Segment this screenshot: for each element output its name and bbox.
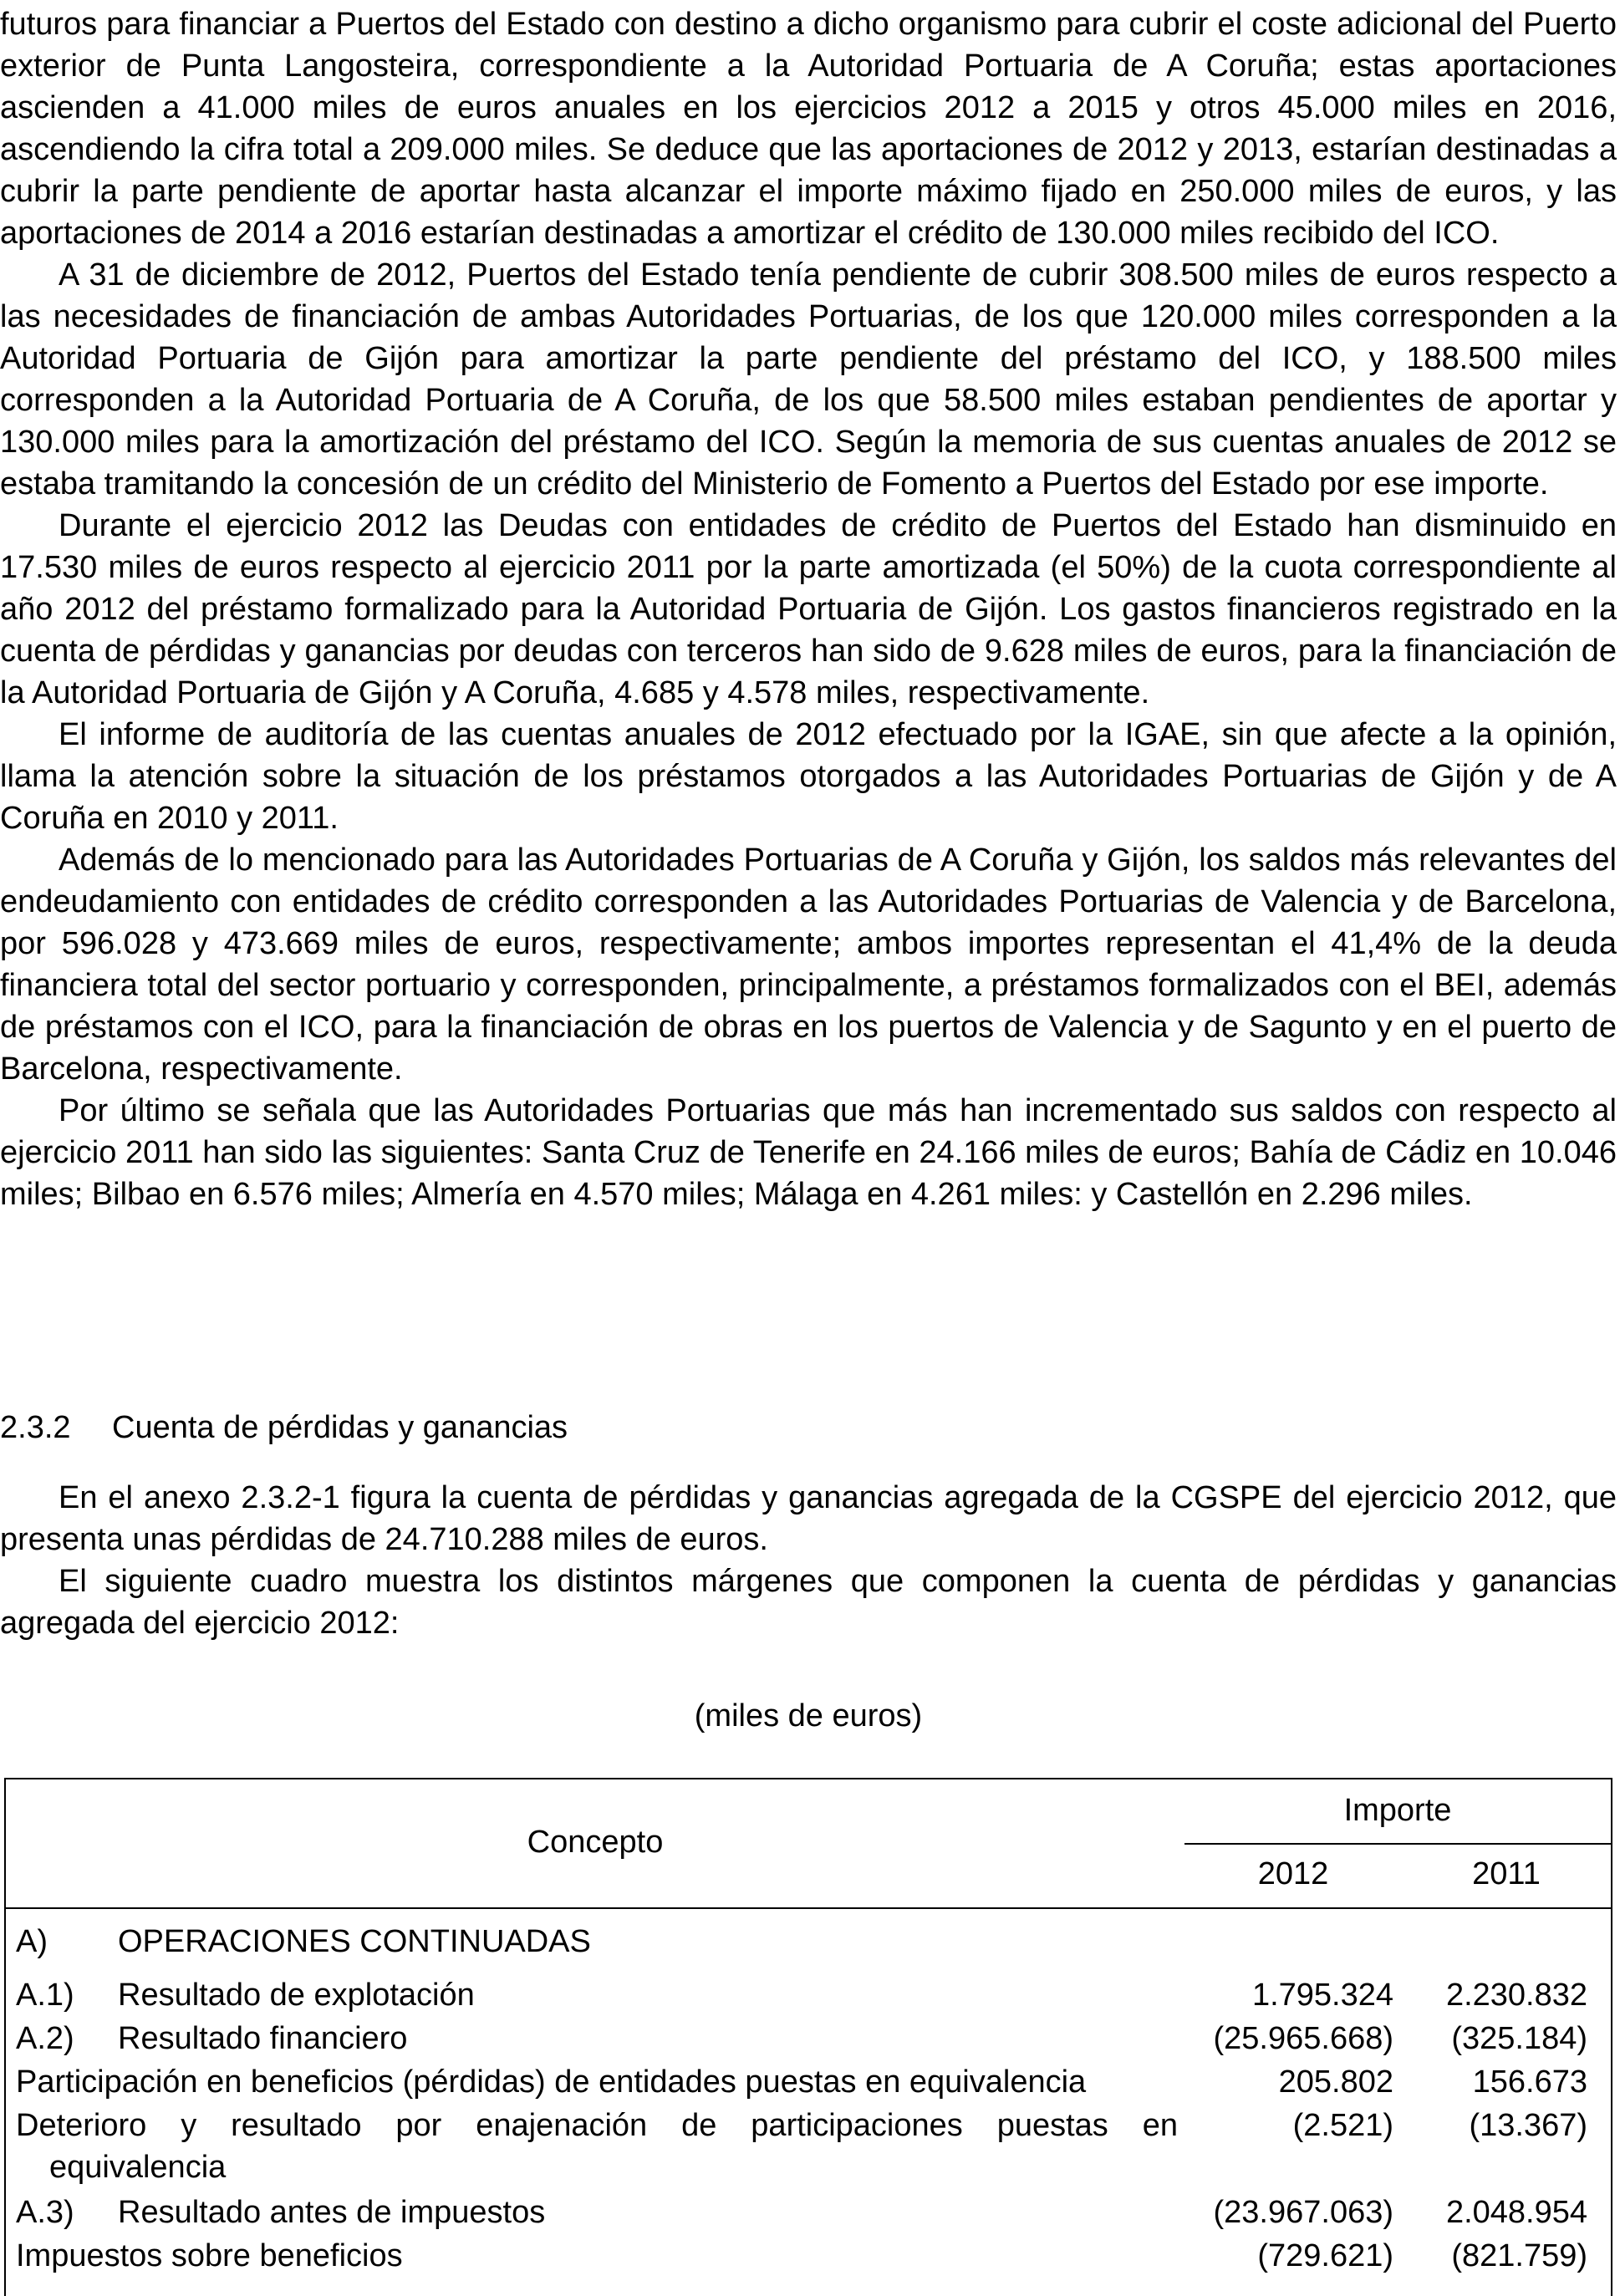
section-heading xyxy=(0,1407,568,1448)
row-label-continuation: equivalencia xyxy=(49,2150,227,2185)
section-number: 2.3.2 xyxy=(0,1410,71,1445)
value-2011: 2.230.832 xyxy=(1445,1978,1587,2013)
value-2012: (729.621) xyxy=(1257,2238,1393,2273)
paragraph: El siguiente cuadro muestra los distintos márgenes que componen la cuenta de pérdidas y ganancias agregada del ejercicio 2012: xyxy=(0,1564,1617,1641)
value-2011: (13.367) xyxy=(1469,2108,1587,2143)
value-2012: (23.967.063) xyxy=(1213,2195,1393,2230)
paragraph: El informe de auditoría de las cuentas anuales de 2012 efectuado por la IGAE, sin que afecte a la opinión, llama la atención sobre la situación de los préstamos otorgados a las Autoridades Portuarias de Gijón y de A Coruña en 2010 y 2011. xyxy=(0,717,1617,836)
header-year-2011: 2011 xyxy=(1472,1856,1541,1891)
paragraph: futuros para financiar a Puertos del Estado con destino a dicho organismo para cubrir el coste adicional del Puerto exterior de Punta Langosteira, correspondiente a la Autoridad Portuaria de A Coruña; estas aportaciones ascienden a 41.000 miles de euros anuales en los ejercicios 2012 a 2015 y otros 45.000 miles en 2016, ascendiendo la cifra total a 209.000 miles. Se deduce que las aportaciones de 2012 y 2013, estarían destinadas a cubrir la parte pendiente de aportar hasta alcanzar el importe máximo fijado en 250.000 miles de euros, y las aportaciones de 2014 a 2016 estarían destinadas a amortizar el crédito de 130.000 miles recibido del ICO. xyxy=(0,7,1617,251)
row-label: OPERACIONES CONTINUADAS xyxy=(118,1924,591,1959)
header-concept: Concepto xyxy=(527,1825,664,1860)
value-2011: (821.759) xyxy=(1451,2238,1587,2273)
paragraph: En el anexo 2.3.2-1 figura la cuenta de pérdidas y ganancias agregada de la CGSPE del ejercicio 2012, que presenta unas pérdidas de 24.710.288 miles de euros. xyxy=(0,1480,1617,1557)
value-2011: 2.048.954 xyxy=(1445,2195,1587,2230)
section-title: Cuenta de pérdidas y ganancias xyxy=(112,1410,568,1445)
header-amount: Importe xyxy=(1343,1793,1452,1828)
value-2012: (2.521) xyxy=(1292,2108,1393,2143)
paragraph: Por último se señala que las Autoridades Portuarias que más han incrementado sus saldos con respecto al ejercicio 2011 han sido las siguientes: Santa Cruz de Tenerife en 24.166 miles de euros; Bahía de Cádiz en 10.046 miles; Bilbao en 6.576 miles; Almería en 4.570 miles; Málaga en 4.261 miles: y Castellón en 2.296 miles. xyxy=(0,1093,1617,1212)
row-label: Participación en beneficios (pérdidas) de entidades puestas en equivalencia xyxy=(16,2064,1087,2100)
body-text xyxy=(0,3,1617,1215)
row-code: A.1) xyxy=(16,1978,74,2013)
row-label: Impuestos sobre beneficios xyxy=(16,2238,403,2273)
row-label: Resultado antes de impuestos xyxy=(118,2195,546,2230)
table-units-caption: (miles de euros) xyxy=(694,1698,923,1733)
header-divider xyxy=(1184,1843,1611,1845)
value-2011: 156.673 xyxy=(1472,2064,1587,2100)
paragraph: Además de lo mencionado para las Autoridades Portuarias de A Coruña y Gijón, los saldos más relevantes del endeudamiento con entidades de crédito corresponden a las Autoridades Portuarias de Valencia y de Barcelona, por 596.028 y 473.669 miles de euros, respectivamente; ambos importes representan el 41,4% de la deuda financiera total del sector portuario y corresponden, principalmente, a préstamos formalizados con el BEI, además de préstamos con el ICO, para la financiación de obras en los puertos de Valencia y de Sagunto y en el puerto de Barcelona, respectivamente. xyxy=(0,843,1617,1087)
paragraph: A 31 de diciembre de 2012, Puertos del Estado tenía pendiente de cubrir 308.500 miles de euros respecto a las necesidades de financiación de ambas Autoridades Portuarias, de los que 120.000 miles corresponden a la Autoridad Portuaria de Gijón para amortizar la parte pendiente del préstamo del ICO, y 188.500 miles corresponden a la Autoridad Portuaria de A Coruña, de los que 58.500 miles estaban pendientes de aportar y 130.000 miles para la amortización del préstamo del ICO. Según la memoria de sus cuentas anuales de 2012 se estaba tramitando la concesión de un crédito del Ministerio de Fomento a Puertos del Estado por ese importe. xyxy=(0,257,1617,501)
row-label: Resultado de explotación xyxy=(118,1978,475,2013)
value-2012: (25.965.668) xyxy=(1213,2021,1393,2056)
table-header xyxy=(6,1779,1611,1909)
row-code: A) xyxy=(16,1924,48,1959)
row-code: A.2) xyxy=(16,2021,74,2056)
paragraph: Durante el ejercicio 2012 las Deudas con entidades de crédito de Puertos del Estado han disminuido en 17.530 miles de euros respecto al ejercicio 2011 por la parte amortizada (el 50%) de la cuota correspondiente al año 2012 del préstamo formalizado para la Autoridad Portuaria de Gijón. Los gastos financieros registrado en la cuenta de pérdidas y ganancias por deudas con terceros han sido de 9.628 miles de euros, para la financiación de la Autoridad Portuaria de Gijón y A Coruña, 4.685 y 4.578 miles, respectivamente. xyxy=(0,508,1617,710)
value-2012: 1.795.324 xyxy=(1251,1978,1393,2013)
row-label: Deterioro y resultado por enajenación de participaciones puestas en xyxy=(16,2108,1178,2143)
intro-text xyxy=(0,1477,1617,1644)
value-2011: (325.184) xyxy=(1451,2021,1587,2056)
row-label: Resultado financiero xyxy=(118,2021,408,2056)
value-2012: 205.802 xyxy=(1278,2064,1393,2100)
header-year-2012: 2012 xyxy=(1257,1856,1329,1891)
profit-loss-table xyxy=(4,1778,1612,2296)
row-code: A.3) xyxy=(16,2195,74,2230)
